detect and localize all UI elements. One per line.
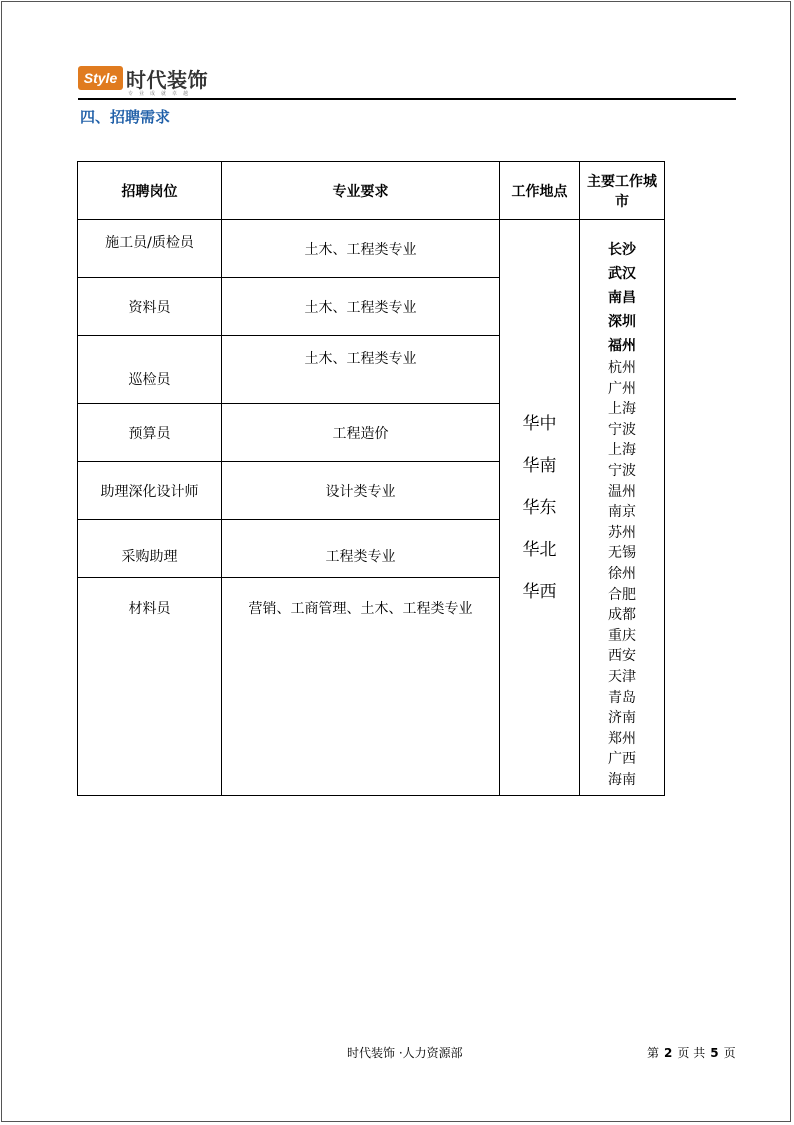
header-cities: 主要工作城市 [580, 162, 665, 220]
city-item: 西安 [608, 648, 636, 665]
position-cell: 预算员 [78, 404, 222, 462]
table-header-row [78, 162, 665, 220]
city-item: 广西 [608, 751, 636, 768]
city-list [580, 238, 664, 790]
major-cell: 土木、工程类专业 [222, 278, 500, 336]
logo-badge: Style [78, 66, 123, 90]
region-cell [500, 220, 580, 796]
city-item: 海南 [608, 771, 636, 788]
region-item: 华西 [522, 581, 557, 602]
city-item: 福州 [608, 338, 636, 354]
city-item: 广州 [608, 380, 636, 397]
city-item: 南京 [608, 504, 636, 521]
page-suffix: 页 [723, 1046, 736, 1060]
major-cell: 工程类专业 [222, 520, 500, 578]
city-item: 苏州 [608, 524, 636, 541]
city-item: 郑州 [608, 730, 636, 747]
city-item: 长沙 [608, 242, 636, 258]
city-item: 青岛 [608, 689, 636, 706]
table-row [78, 220, 665, 278]
position-cell: 采购助理 [78, 520, 222, 578]
recruitment-table [77, 161, 665, 796]
region-item: 华东 [522, 497, 557, 518]
city-item: 上海 [608, 442, 636, 459]
major-cell: 土木、工程类专业 [222, 220, 500, 278]
major-cell: 工程造价 [222, 404, 500, 462]
region-list [500, 403, 579, 613]
header-major: 专业要求 [222, 162, 500, 220]
region-item: 华中 [522, 413, 557, 434]
logo-slogan: 专业成就卓越 [128, 91, 195, 97]
logo-name: 时代装饰 [126, 68, 208, 92]
city-item: 徐州 [608, 565, 636, 582]
region-item: 华南 [522, 455, 557, 476]
position-cell: 巡检员 [78, 336, 222, 404]
position-cell: 材料员 [78, 578, 222, 796]
city-item: 合肥 [608, 586, 636, 603]
city-item: 天津 [608, 668, 636, 685]
city-item: 武汉 [608, 266, 636, 282]
city-item: 上海 [608, 401, 636, 418]
position-cell: 助理深化设计师 [78, 462, 222, 520]
city-item: 成都 [608, 607, 636, 624]
page-current: 2 [664, 1046, 673, 1060]
position-cell: 施工员/质检员 [78, 220, 222, 278]
major-cell: 土木、工程类专业 [222, 336, 500, 404]
city-item: 宁波 [608, 462, 636, 479]
region-item: 华北 [522, 539, 557, 560]
city-item: 济南 [608, 710, 636, 727]
page-total: 5 [710, 1046, 719, 1060]
city-item: 南昌 [608, 290, 636, 306]
page-mid: 页 共 [677, 1046, 706, 1060]
city-cell [580, 220, 665, 796]
city-item: 温州 [608, 483, 636, 500]
footer-page-number [647, 1044, 736, 1061]
section-title: 四、招聘需求 [80, 108, 171, 126]
city-item: 重庆 [608, 627, 636, 644]
header-position: 招聘岗位 [78, 162, 222, 220]
position-cell: 资料员 [78, 278, 222, 336]
header-location: 工作地点 [500, 162, 580, 220]
footer-department: 时代装饰 ·人力资源部 [347, 1046, 463, 1060]
city-item: 无锡 [608, 545, 636, 562]
major-cell: 营销、工商管理、土木、工程类专业 [222, 578, 500, 796]
city-item: 杭州 [608, 360, 636, 376]
city-item: 宁波 [608, 421, 636, 438]
major-cell: 设计类专业 [222, 462, 500, 520]
header-rule [78, 98, 736, 100]
city-item: 深圳 [608, 314, 636, 330]
page-prefix: 第 [647, 1046, 660, 1060]
